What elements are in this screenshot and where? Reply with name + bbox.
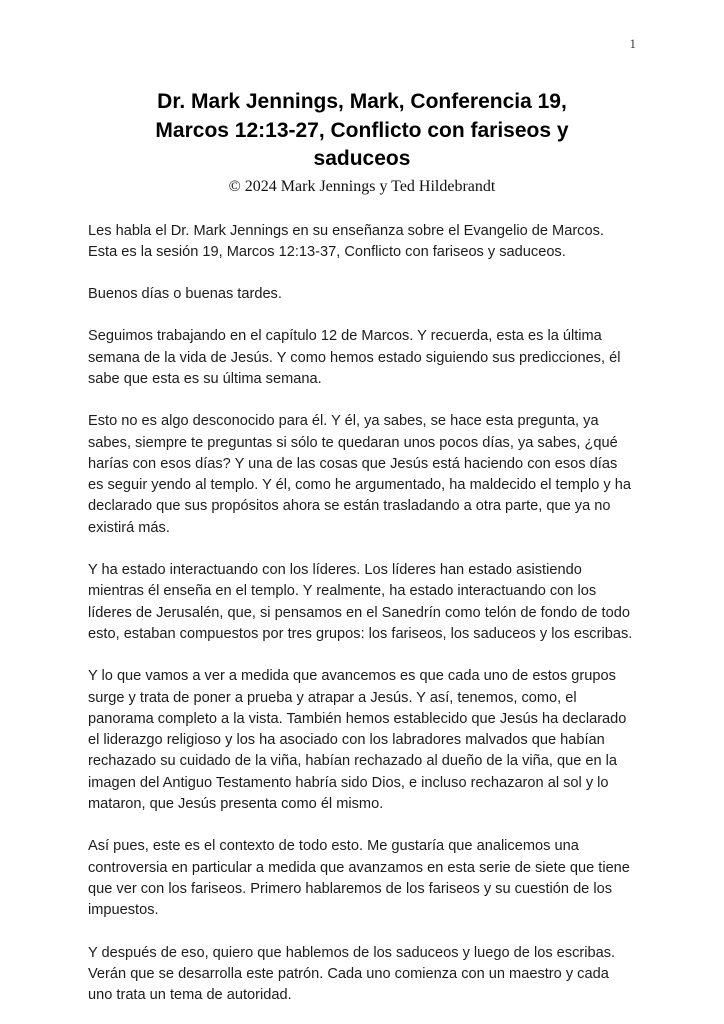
- paragraph-greeting: Buenos días o buenas tardes.: [88, 286, 282, 303]
- document-title-line-2: Marcos 12:13-27, Conflicto con fariseos y: [155, 118, 569, 142]
- paragraph-last-days: Esto no es algo desconocido para él. Y él, ya sabes, se hace esta pregunta, ya sabes, siempre te preguntas si sólo te quedaran unos pocos días, ya sabes, ¿qué harías con esos días? Y una de las cosas que Jesús está haciendo con esos días es seguir yendo al templo. Y él, como he argumentado, ha maldecido el templo y ha declarado que sus propósitos ahora se están trasladando a otra parte, que ya no existirá más.: [88, 413, 631, 536]
- paragraph-groups: Y lo que vamos a ver a medida que avancemos es que cada uno de estos grupos surge y trata de poner a prueba y atrapar a Jesús. Y así, tenemos, como, el panorama completo a la vista. También hemos establecido que Jesús ha declarado el liderazgo religioso y los ha asociado con los labradores malvados que habían rechazado su cuidado de la viña, habían rechazado al dueño de la viña, que en la imagen del Antiguo Testamento habría sido Dios, e incluso rechazaron al sol y lo mataron, que Jesús presenta como él mismo.: [88, 668, 627, 813]
- paragraph-intro: Les habla el Dr. Mark Jennings en su enseñanza sobre el Evangelio de Marcos. Esta es la sesión 19, Marcos 12:13-37, Conflicto con fariseos y saduceos.: [88, 222, 604, 260]
- paragraph-leaders: Y ha estado interactuando con los líderes. Los líderes han estado asistiendo mientras él enseña en el templo. Y realmente, ha estado interactuando con los líderes de Jerusalén, que, si pensamos en el Sanedrín como telón de fondo de todo esto, estaban compuestos por tres grupos: los fariseos, los saduceos y los escribas.: [88, 562, 633, 642]
- document-title-line-1: Dr. Mark Jennings, Mark, Conferencia 19,: [157, 90, 567, 113]
- document-body: [88, 221, 636, 1007]
- paragraph-pattern: Y después de eso, quiero que hablemos de los saduceos y luego de los escribas. Verán que se desarrolla este patrón. Cada uno comienza con un maestro y cada uno trata un tema de autoridad.: [88, 944, 616, 1004]
- document-title-line-3: saduceos: [313, 147, 411, 170]
- document-title: [88, 88, 636, 174]
- copyright-line: © 2024 Mark Jennings y Ted Hildebrandt: [228, 177, 496, 195]
- paragraph-context: Así pues, este es el contexto de todo esto. Me gustaría que analicemos una controversia en particular a medida que avanzamos en esta serie de siete que tiene que ver con los fariseos. Primero hablaremos de los fariseos y su cuestión de los impuestos.: [88, 838, 630, 919]
- page-number: 1: [629, 36, 636, 51]
- paragraph-chapter12: Seguimos trabajando en el capítulo 12 de Marcos. Y recuerda, esta es la última semana de la vida de Jesús. Y como hemos estado siguiendo sus predicciones, él sabe que esta es su última semana.: [88, 328, 621, 387]
